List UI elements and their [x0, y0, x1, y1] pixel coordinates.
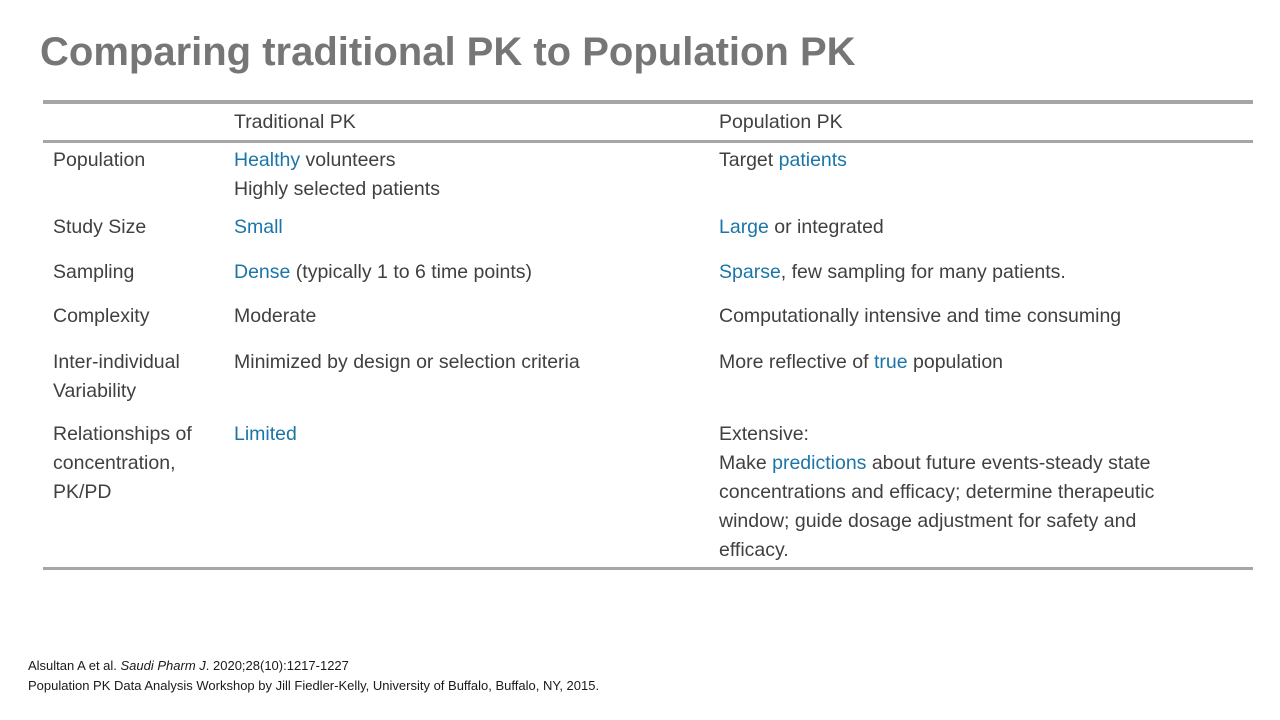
plain-text: Minimized by design or selection criteria — [234, 351, 580, 373]
highlight-text: Limited — [234, 423, 297, 445]
row-label-population — [53, 146, 145, 175]
row-label-line: Relationships of — [53, 423, 192, 445]
cell-line: Extensive: — [719, 423, 809, 445]
row-label-complexity — [53, 302, 149, 331]
cell-line — [234, 146, 440, 175]
highlight-text: Small — [234, 216, 283, 238]
cell-traditional-sampling — [234, 258, 532, 287]
highlight-text: Large — [719, 216, 769, 238]
cell-population-relationships — [719, 420, 1154, 565]
slide-title: Comparing traditional PK to Population PK — [40, 30, 856, 74]
plain-text: volunteers — [300, 149, 396, 171]
reference-2: Population PK Data Analysis Workshop by Jill Fiedler-Kelly, University of Buffalo, Buffalo, NY, 2015. — [28, 678, 600, 693]
row-label-line: Inter-individual — [53, 351, 180, 373]
plain-text: Moderate — [234, 305, 317, 327]
cell-line: window; guide dosage adjustment for safety and — [719, 510, 1137, 532]
row-label-study-size — [53, 213, 146, 242]
row-label-line: concentration, — [53, 452, 176, 474]
row-label-variability — [53, 348, 180, 406]
row-label-line: Population — [53, 149, 146, 171]
plain-text: or integrated — [768, 216, 884, 238]
header-population-pk: Population PK — [719, 111, 843, 133]
row-label-line: Complexity — [53, 305, 150, 327]
table-top-rule — [43, 100, 1253, 104]
row-label-relationships — [53, 420, 192, 507]
cell-traditional-population — [234, 146, 440, 204]
plain-text: about future events-steady state — [866, 452, 1151, 474]
row-label-line: Study Size — [53, 216, 147, 238]
cell-line: efficacy. — [719, 539, 789, 561]
table-bottom-rule — [43, 567, 1253, 570]
highlight-text: Sparse — [719, 261, 781, 283]
row-label-sampling — [53, 258, 134, 287]
cell-traditional-complexity — [234, 302, 316, 331]
cell-line — [719, 449, 1154, 478]
row-label-line: Sampling — [53, 261, 135, 283]
reference-1 — [28, 656, 599, 676]
cell-population-sampling — [719, 258, 1066, 287]
highlight-text: true — [873, 351, 908, 373]
header-traditional-pk: Traditional PK — [234, 111, 356, 133]
cell-traditional-relationships — [234, 420, 297, 449]
reference-details: . 2020;28(10):1217-1227 — [205, 658, 349, 673]
cell-population-study-size — [719, 213, 884, 242]
cell-population-population — [719, 146, 847, 175]
plain-text: More reflective of — [719, 351, 874, 373]
plain-text: population — [907, 351, 1004, 373]
row-label-line: Variability — [53, 380, 137, 402]
plain-text: (typically 1 to 6 time points) — [290, 261, 533, 283]
cell-population-variability — [719, 348, 1003, 377]
cell-line — [234, 175, 440, 204]
plain-text: Target — [719, 149, 779, 171]
table-header-rule — [43, 140, 1253, 143]
row-label-line: PK/PD — [53, 481, 112, 503]
plain-text: Make — [719, 452, 773, 474]
references — [28, 656, 599, 696]
highlight-text: patients — [778, 149, 847, 171]
cell-line — [719, 146, 847, 175]
highlight-text: Healthy — [234, 149, 301, 171]
plain-text: Computationally intensive and time consuming — [719, 305, 1122, 327]
cell-population-complexity — [719, 302, 1121, 331]
plain-text: , few sampling for many patients. — [780, 261, 1066, 283]
cell-traditional-study-size — [234, 213, 283, 242]
cell-line: concentrations and efficacy; determine therapeutic — [719, 481, 1155, 503]
highlight-text: Dense — [234, 261, 291, 283]
highlight-text: predictions — [772, 452, 867, 474]
reference-journal: Saudi Pharm J — [120, 658, 206, 673]
cell-traditional-variability — [234, 348, 580, 377]
reference-authors: Alsultan A et al. — [28, 658, 121, 673]
plain-text: Highly selected patients — [234, 178, 440, 200]
